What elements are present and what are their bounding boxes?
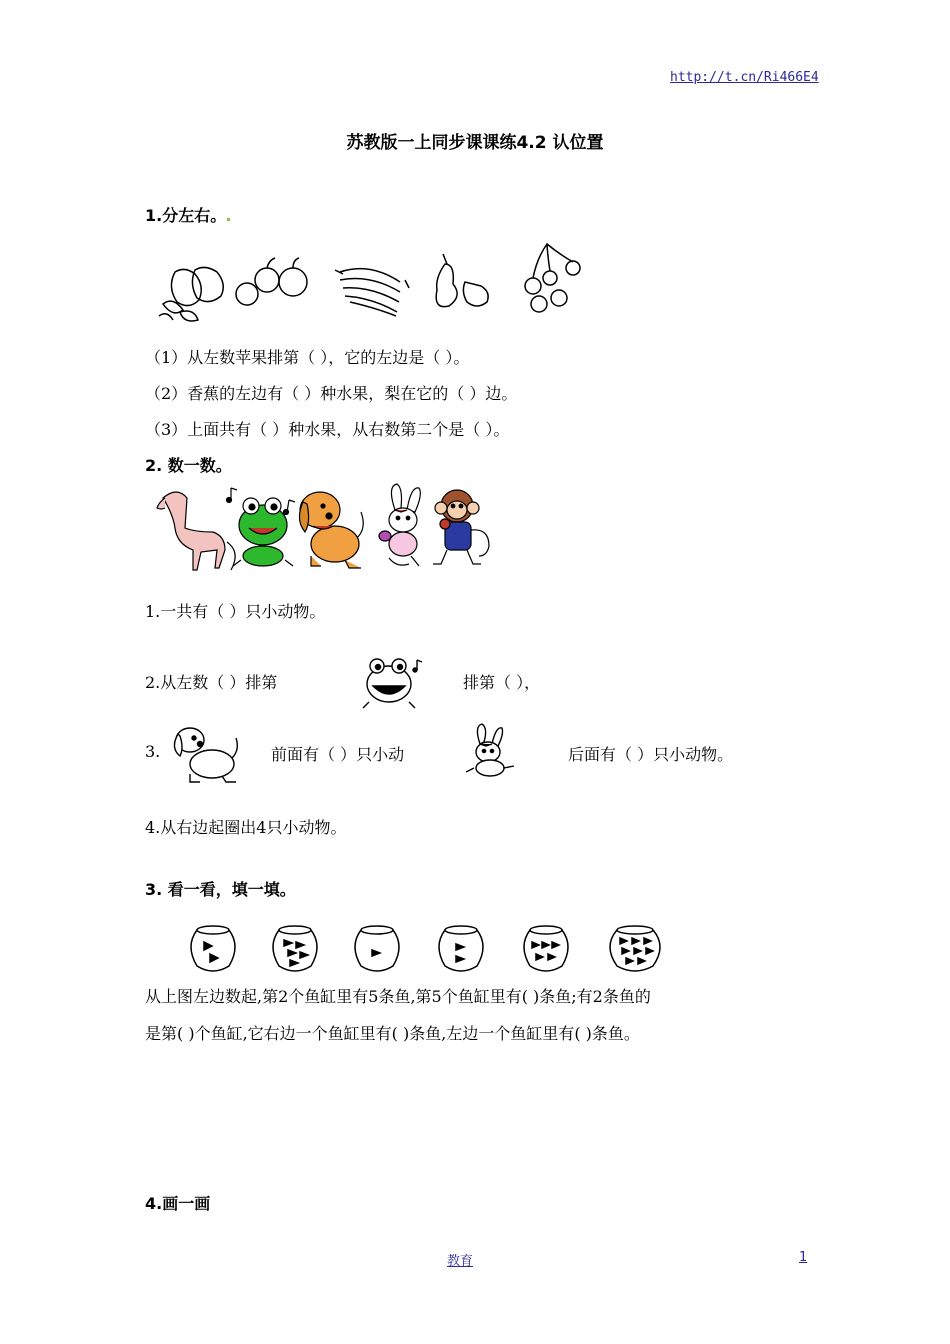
rabbit-icon <box>379 484 420 566</box>
q2-line-2a: 2.从左数（ ）排第 <box>145 673 278 692</box>
fruits-illustration <box>155 242 595 322</box>
fishbowl-6 <box>610 926 660 971</box>
apple-icon <box>236 258 307 305</box>
q3-line-2: 是第( )个鱼缸,它右边一个鱼缸里有( )条鱼,左边一个鱼缸里有( )条鱼。 <box>145 1024 640 1043</box>
fishbowl-2 <box>273 926 317 971</box>
q1-line-3: （3）上面共有（ ）种水果，从右数第二个是（ ）。 <box>145 420 510 439</box>
peach-icon <box>159 267 223 321</box>
q2-line-3c: 后面有（ ）只小动物。 <box>568 745 734 764</box>
q1-heading: 1.分左右。 <box>145 203 231 226</box>
q1-line-2: （2）香蕉的左边有（ ）种水果，梨在它的（ ）边。 <box>145 384 518 403</box>
q2-heading: 2. 数一数。 <box>145 456 232 475</box>
fishbowl-3 <box>355 926 399 971</box>
q2-line-2b: 排第（ ）， <box>463 673 541 692</box>
q1-line-1: （1）从左数苹果排第（ ），它的左边是（ ）。 <box>145 348 470 367</box>
monkey-icon <box>433 490 489 564</box>
pear-icon <box>436 254 488 307</box>
header-link[interactable]: http://t.cn/Ri466E4 <box>670 70 819 85</box>
footer-center-link[interactable]: 教育 <box>447 1254 474 1269</box>
q4-heading: 4.画一画 <box>145 1194 211 1213</box>
q2-line-4: 4.从右边起圈出4只小动物。 <box>145 818 347 837</box>
q3-heading: 3. 看一看，填一填。 <box>145 880 296 899</box>
fishbowls-illustration <box>180 920 670 980</box>
q2-line-3a: 3. <box>145 742 161 761</box>
dog-inline-icon <box>168 722 248 786</box>
frog-inline-icon <box>355 654 425 714</box>
fishbowl-5 <box>524 926 568 971</box>
animals-illustration <box>145 480 505 575</box>
dog-icon <box>284 492 364 568</box>
cherry-icon <box>525 244 580 312</box>
rabbit-inline-icon <box>460 724 520 780</box>
q2-line-1: 1.一共有（ ）只小动物。 <box>145 602 326 621</box>
horse-icon <box>157 492 235 570</box>
page-number: 1 <box>799 1250 808 1265</box>
q3-line-1: 从上图左边数起,第2个鱼缸里有5条鱼,第5个鱼缸里有( )条鱼;有2条鱼的 <box>145 987 651 1006</box>
q2-line-3b: 前面有（ ）只小动 <box>271 745 405 764</box>
banana-icon <box>335 269 409 316</box>
fishbowl-4 <box>439 926 483 971</box>
page-title: 苏教版一上同步课课练4.2 认位置 <box>346 133 604 153</box>
fishbowl-1 <box>191 926 235 971</box>
frog-icon <box>227 488 294 566</box>
